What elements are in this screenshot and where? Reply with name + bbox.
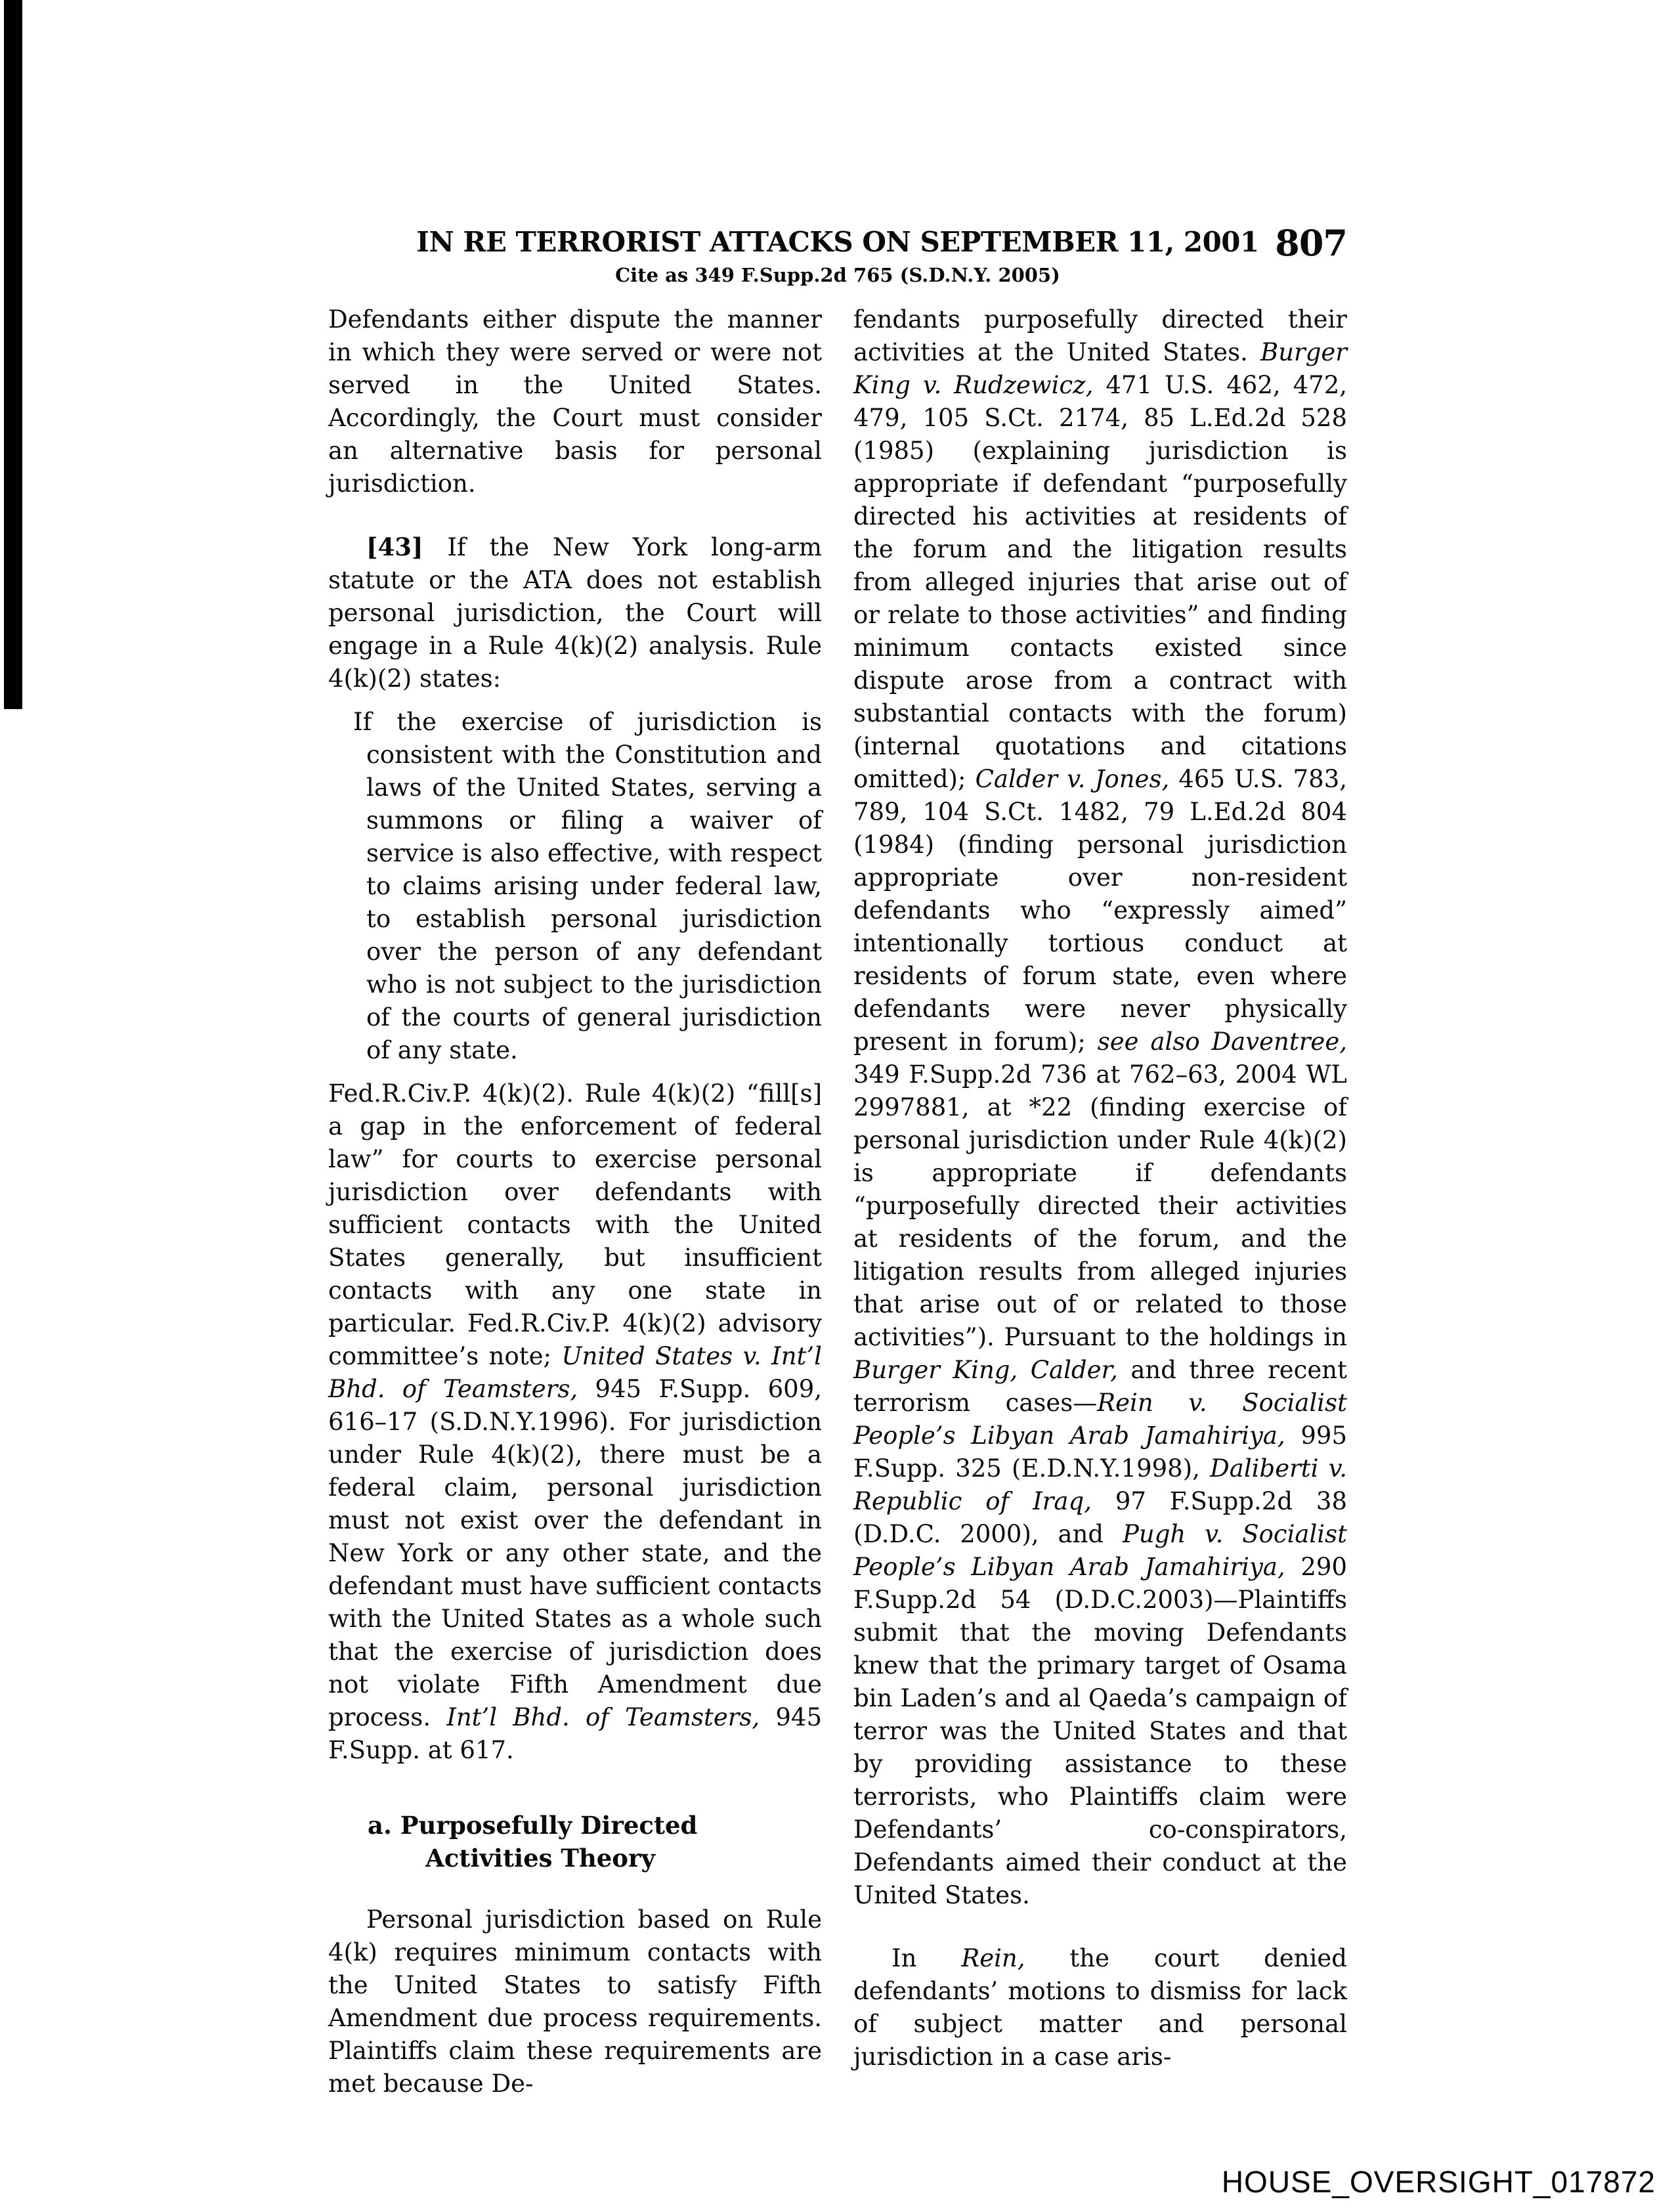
body-paragraph: Personal jurisdiction based on Rule 4(k) requires minimum contacts with the United States to satisfy Fifth Amendment due process requirements. Plaintiffs claim these requirements are met because De- (328, 1905, 822, 2098)
body-paragraph: Defendants either dispute the manner in which they were served or were not served in the United States. Accordingly, the Court must consider an alternative basis for personal jurisdiction. (328, 305, 822, 498)
text-column-right (853, 303, 1347, 2073)
body-paragraph: Fed.R.Civ.P. 4(k)(2). Rule 4(k)(2) “fill[s] a gap in the enforcement of federal law” for courts to exercise personal jurisdiction over defendants with sufficient contacts with the United States generally, but insufficient contacts with any one state in particular. Fed.R.Civ.P. 4(k)(2) advisory committee’s note; United States v. Int’l Bhd. of Teamsters, 945 F.Supp. 609, 616–17 (S.D.N.Y.1996). For jurisdiction under Rule 4(k)(2), there must be a federal claim, personal jurisdiction must not exist over the defendant in New York or any other state, and the defendant must have sufficient contacts with the United States as a whole such that the exercise of jurisdiction does not violate Fifth Amendment due process. Int’l Bhd. of Teamsters, 945 F.Supp. at 617. (328, 1079, 823, 1764)
section-heading: a. Purposefully Directed Activities Theory (368, 1811, 698, 1873)
bates-number: HOUSE_OVERSIGHT_017872 (1221, 2165, 1656, 2199)
case-title: IN RE TERRORIST ATTACKS ON SEPTEMBER 11, 2001 (416, 226, 1259, 258)
body-paragraph: In Rein, the court denied defendants’ motions to dismiss for lack of subject matter and personal jurisdiction in a case aris- (853, 1944, 1347, 2071)
body-paragraph: fendants purposefully directed their activities at the United States. Burger King v. Rudzewicz, 471 U.S. 462, 472, 479, 105 S.Ct. 2174, 85 L.Ed.2d 528 (1985) (explaining jurisdiction is appropriate if defendant “purposefully directed his activities at residents of the forum and the litigation results from alleged injuries that arise out of or relate to those activities” and finding minimum contacts existed since dispute arose from a contract with substantial contacts with the forum) (internal quotations and citations omitted); Calder v. Jones, 465 U.S. 783, 789, 104 S.Ct. 1482, 79 L.Ed.2d 804 (1984) (finding personal jurisdiction appropriate over non-resident defendants who “expressly aimed” intentionally tortious conduct at residents of forum state, even where defendants were never physically present in forum); see also Daventree, 349 F.Supp.2d 736 at 762–63, 2004 WL 2997881, at *22 (finding exercise of personal jurisdiction under Rule 4(k)(2) is appropriate if defendants “purposefully directed their activities at residents of the forum, and the litigation results from alleged injuries that arise out of or related to those activities”). Pursuant to the holdings in Burger King, Calder, and three recent terrorism cases—Rein v. Socialist People’s Libyan Arab Jamahiriya, 995 F.Supp. 325 (E.D.N.Y.1998), Daliberti v. Republic of Iraq, 97 F.Supp.2d 38 (D.D.C. 2000), and Pugh v. Socialist People’s Libyan Arab Jamahiriya, 290 F.Supp.2d 54 (D.D.C.2003)—Plaintiffs submit that the moving Defendants knew that the primary target of Osama bin Laden’s and al Qaeda’s campaign of terror was the United States and that by providing assistance to these terrorists, who Plaintiffs claim were Defendants’ co-conspirators, Defendants aimed their conduct at the United States. (853, 305, 1348, 1909)
body-paragraph: [43] If the New York long-arm statute or the ATA does not establish personal jurisdiction, the Court will engage in a Rule 4(k)(2) analysis. Rule 4(k)(2) states: (328, 532, 822, 693)
text-column-left (328, 303, 822, 2100)
scan-artifact-bar (4, 0, 22, 709)
reporter-page-number: 807 (1275, 222, 1347, 264)
block-quote: If the exercise of jurisdiction is consistent with the Constitution and laws of the United States, serving a summons or filing a waiver of service is also effective, with respect to claims arising under federal law, to establish personal jurisdiction over the person of any defendant who is not subject to the jurisdiction of the courts of general jurisdiction of any state. (353, 708, 822, 1064)
cite-line: Cite as 349 F.Supp.2d 765 (S.D.N.Y. 2005) (615, 264, 1060, 286)
running-head (328, 222, 1347, 264)
